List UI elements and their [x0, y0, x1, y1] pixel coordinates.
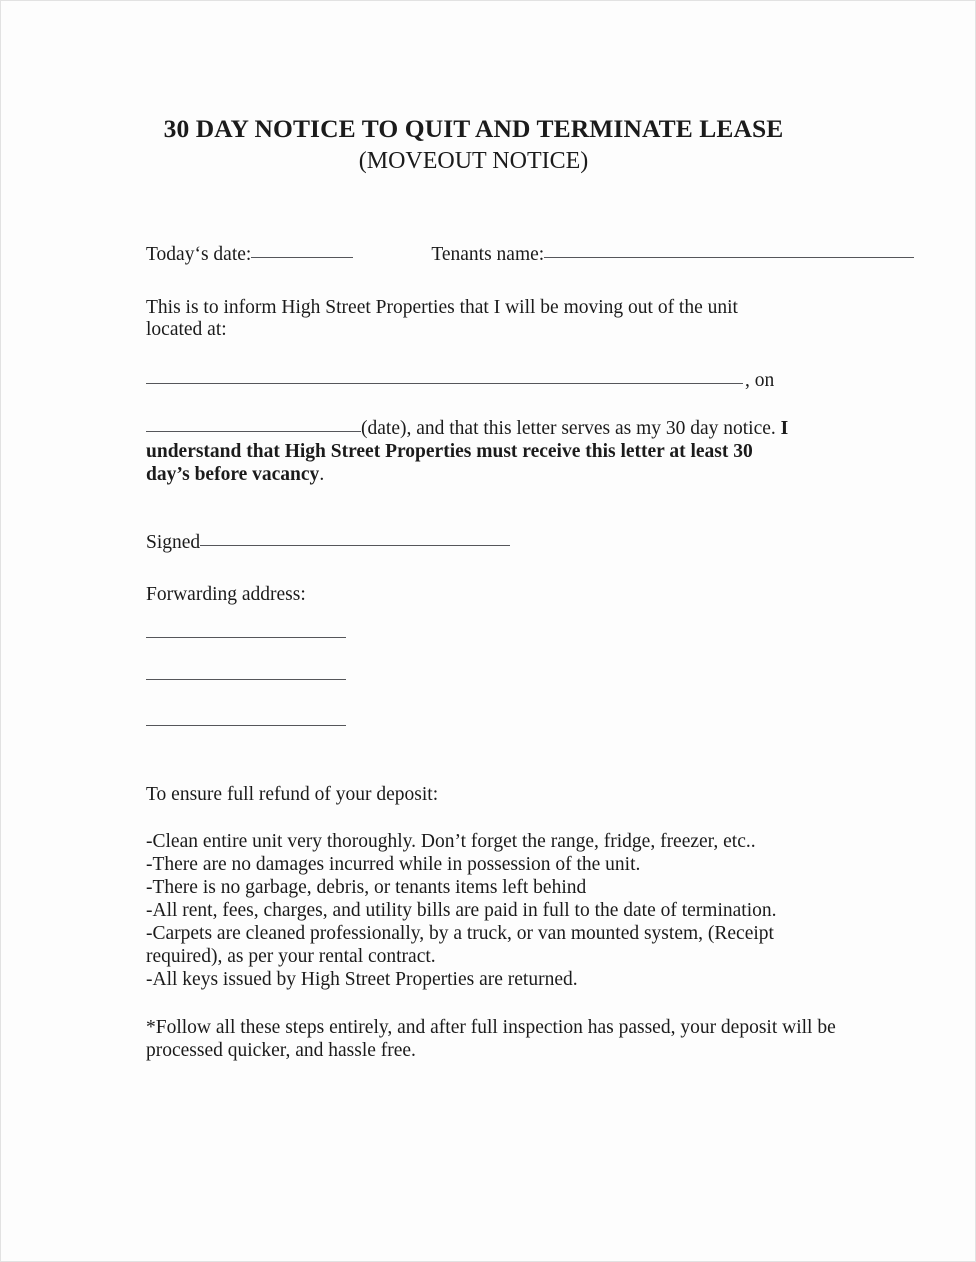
- list-item: -There are no damages incurred while in possession of the unit.: [146, 854, 641, 876]
- date-notice-paragraph: [146, 417, 794, 487]
- list-item: -Carpets are cleaned professionally, by a truck, or van mounted system, (Receipt required), as per your rental contract.: [146, 923, 774, 968]
- tenants-name-label: Tenants name:: [431, 243, 545, 265]
- deposit-checklist: [146, 831, 794, 991]
- understanding-statement: I understand that High Street Properties must receive this letter at least 30 day’s before vacancy: [146, 417, 789, 486]
- list-item: -Clean entire unit very thoroughly. Don’t forget the range, fridge, freezer, etc..: [146, 831, 756, 853]
- unit-address-row: [146, 370, 796, 392]
- page-title: 30 DAY NOTICE TO QUIT AND TERMINATE LEASE: [163, 114, 784, 143]
- list-item: -All rent, fees, charges, and utility bills are paid in full to the date of termination.: [146, 900, 777, 922]
- title-block: [146, 114, 801, 176]
- signature-input[interactable]: [200, 545, 510, 546]
- understanding-period: .: [319, 464, 325, 486]
- deposit-heading: To ensure full refund of your deposit:: [146, 784, 439, 806]
- date-notice-text: (date), and that this letter serves as my 30 day notice.: [361, 417, 776, 439]
- signature-row: [146, 532, 796, 554]
- signed-label: Signed: [146, 532, 201, 554]
- forwarding-address-line-2[interactable]: [146, 679, 346, 680]
- forwarding-address-lines: [146, 637, 796, 726]
- forwarding-address-line-3[interactable]: [146, 725, 346, 726]
- todays-date-input[interactable]: [251, 257, 353, 258]
- forwarding-address-line-1[interactable]: [146, 637, 346, 638]
- moveout-date-input[interactable]: [146, 431, 361, 432]
- tenants-name-input[interactable]: [544, 257, 914, 258]
- forwarding-address-label: Forwarding address:: [146, 584, 306, 606]
- unit-address-input[interactable]: [146, 383, 743, 384]
- document-content: [146, 1, 836, 1062]
- intro-paragraph: This is to inform High Street Properties that I will be moving out of the unit located at:: [146, 296, 738, 340]
- list-item: -There is no garbage, debris, or tenants items left behind: [146, 877, 587, 899]
- on-word-label: , on: [745, 369, 775, 391]
- date-and-tenant-row: [146, 244, 796, 266]
- list-item: -All keys issued by High Street Properties are returned.: [146, 968, 578, 990]
- page-subtitle: (MOVEOUT NOTICE): [358, 148, 589, 175]
- todays-date-label: Today‘s date:: [146, 243, 252, 265]
- footnote: *Follow all these steps entirely, and after full inspection has passed, your deposit will be processed quicker, and hassle free.: [146, 1016, 836, 1062]
